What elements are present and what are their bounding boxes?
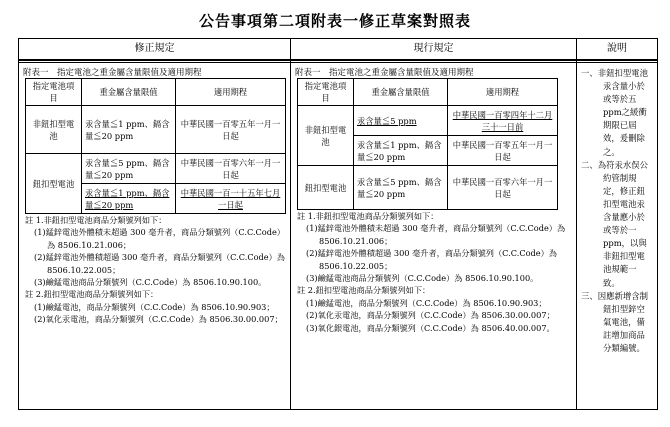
- revised-notes: [19, 214, 290, 326]
- current-row1-limit-a: 汞含量≦5 ppm: [354, 106, 448, 136]
- current-note1-heading: 註 1.非鈕扣型電池商品分類號列如下：: [297, 211, 439, 221]
- revised-note2-item: (1)鹼錳電池，商品分類號列（C.C.Code）為 8506.10.90.903；: [34, 301, 275, 312]
- current-note2-heading: 註 2.鈕扣型電池商品分類號列如下：: [297, 285, 431, 296]
- current-column: [291, 39, 577, 409]
- revised-row1-limit: 汞含量≦1 ppm、鎘含量≦20 ppm: [82, 106, 176, 154]
- revised-note1-item: (2)錳鋅電池外體積超過 300 毫升者，商品分類號列（C.C.Code）為 8506.10.22.005；: [34, 252, 285, 275]
- revised-row2-limit-a: 汞含量≦5 ppm、鎘含量≦20 ppm: [82, 154, 176, 184]
- current-row2-period: 中華民國一百零六年一月一日起: [448, 166, 558, 210]
- header-limit: 重金屬含量限值: [82, 79, 176, 106]
- current-note1-item: (1)錳鋅電池外體積未超過 300 毫升者，商品分類號列（C.C.Code）為 8506.10.21.006；: [306, 223, 566, 246]
- current-column-header: 現行規定: [291, 39, 576, 60]
- revised-row1-period: 中華民國一百零五年一月一日起: [176, 106, 286, 154]
- header-item: 指定電池項目: [298, 79, 354, 106]
- revised-row2-item: 鈕扣型電池: [26, 154, 82, 214]
- current-note2-item: (3)氧化銀電池，商品分類號列（C.C.Code）為 8506.40.00.007。: [306, 322, 555, 333]
- current-row1-period-b: 中華民國一百零五年一月一日起: [448, 136, 558, 166]
- current-spec-table: [297, 78, 558, 210]
- revised-note2-item: (2)氧化汞電池，商品分類號列（C.C.Code）為 8506.30.00.007；: [34, 314, 283, 325]
- current-note2-item: (2)氧化汞電池，商品分類號列（C.C.Code）為 8506.30.00.007；: [306, 310, 555, 321]
- current-note1-item: (3)鹼錳電池商品分類號列（C.C.Code）為 8506.10.90.100。: [306, 273, 539, 284]
- header-period: 適用期程: [448, 79, 558, 106]
- current-note1-item: (2)錳鋅電池外體積超過 300 毫升者，商品分類號列（C.C.Code）為 8506.10.22.005；: [306, 248, 557, 271]
- current-row2-item: 鈕扣型電池: [298, 166, 354, 210]
- current-subtitle: 附表一 指定電池之重金屬含量限值及適用期程: [295, 68, 474, 78]
- explanation-column: [577, 39, 657, 409]
- revised-note2-heading: 註 2.鈕扣型電池商品分類號列如下：: [25, 289, 159, 300]
- revised-row2-limit-b: 汞含量≦1 ppm、鎘含量≦20 ppm: [82, 184, 176, 214]
- revised-note1-item: (1)錳鋅電池外體積未超過 300 毫升者，商品分類號列（C.C.Code）為 8506.10.21.006；: [34, 227, 285, 250]
- revised-note1-item: (3)鹼錳電池商品分類號列（C.C.Code）為 8506.10.90.100。: [34, 277, 267, 288]
- revised-note1-heading: 註 1.非鈕扣型電池商品分類號列如下：: [25, 215, 167, 225]
- revised-subtitle: 附表一 指定電池之重金屬含量限值及適用期程: [23, 68, 202, 78]
- explanation-item: 二、為符汞水俣公約管制規定，修正鈕扣型電池汞含量應小於或等於一ppm，以與非鈕扣型電池規範一致。: [581, 159, 648, 288]
- current-row1-limit-b: 汞含量≦1 ppm、鎘含量≦20 ppm: [354, 136, 448, 166]
- revised-row2-period-b: 中華民國一百一十五年七月一日起: [176, 184, 286, 214]
- revised-row2-period-a: 中華民國一百零六年一月一日起: [176, 154, 286, 184]
- revised-column-header: 修正規定: [19, 39, 290, 60]
- header-period: 適用期程: [176, 79, 286, 106]
- revised-column: [19, 39, 291, 409]
- header-limit: 重金屬含量限值: [354, 79, 448, 106]
- comparison-table: [18, 38, 658, 410]
- explanation-item: 一、非鈕扣型電池汞含量小於或等於五ppm之緩衝期限已屆效，爰刪除之。: [581, 68, 648, 157]
- current-row1-item: 非鈕扣型電池: [298, 106, 354, 166]
- current-row2-limit: 汞含量≦5 ppm、鎘含量≦20 ppm: [354, 166, 448, 210]
- header-item: 指定電池項目: [26, 79, 82, 106]
- current-notes: [291, 210, 576, 334]
- current-note2-item: (1)鹼錳電池，商品分類號列（C.C.Code）為 8506.10.90.903；: [306, 297, 547, 308]
- explanation-item: 三、因應新增含制鈕扣型鋅空氣電池，備註增加商品分類編號。: [581, 290, 648, 353]
- revised-spec-table: [25, 78, 286, 214]
- explanation-column-header: 說明: [577, 39, 657, 60]
- explanation-body: [577, 63, 657, 355]
- current-row1-period-a: 中華民國一百零四年十二月三十一日前: [448, 106, 558, 136]
- page-title: 公告事項第二項附表一修正草案對照表: [198, 12, 471, 30]
- revised-row1-item: 非鈕扣型電池: [26, 106, 82, 154]
